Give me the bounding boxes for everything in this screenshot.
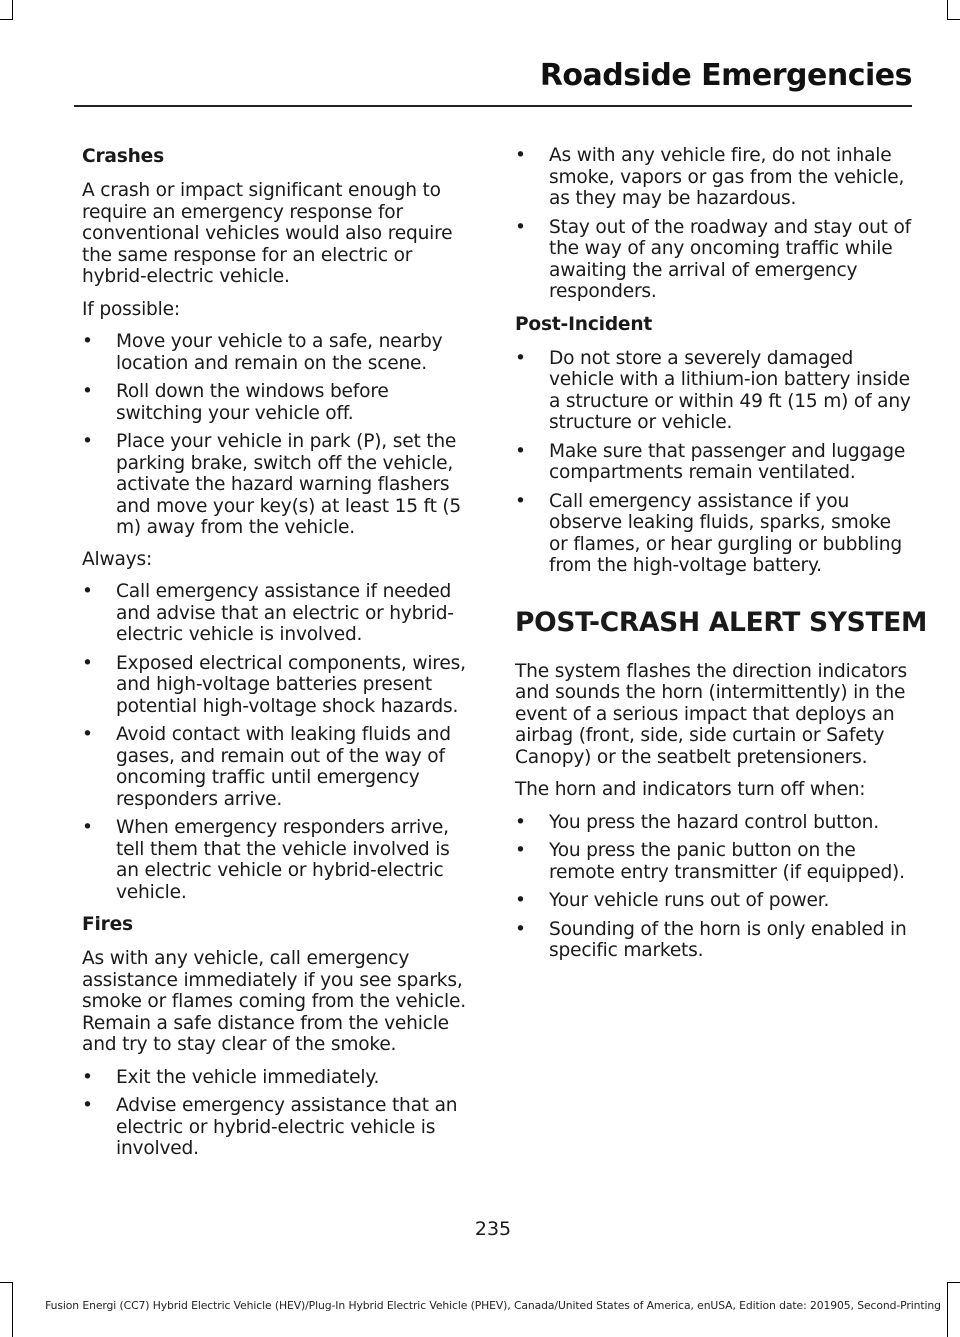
- list-item-text: Call emergency assistance if needed and advise that an electric or hybrid-electric vehicle is involved.: [116, 581, 454, 645]
- list-item-text: Exposed electrical components, wires, and high-voltage batteries present potential high-voltage shock hazards.: [116, 652, 466, 717]
- always-label: Always:: [82, 548, 153, 570]
- list-item: [515, 348, 911, 434]
- footer-edition-text: Fusion Energi (CC7) Hybrid Electric Vehicle (HEV)/Plug-In Hybrid Electric Vehicle (PHEV), Canada/United States of America, enUSA, Edition date: 201905, Second-Printing: [45, 1299, 941, 1312]
- bullet-icon: •: [515, 840, 526, 861]
- post-incident-list: [515, 348, 911, 577]
- bullet-icon: •: [515, 918, 526, 940]
- bullet-icon: •: [515, 440, 526, 462]
- list-item: [82, 381, 478, 424]
- bullet-icon: •: [82, 431, 93, 452]
- list-item-text: Sounding of the horn is only enabled in specific markets.: [549, 918, 907, 961]
- list-item: [82, 817, 478, 903]
- fires-heading: Fires: [82, 914, 133, 935]
- bullet-icon: •: [515, 811, 526, 833]
- list-item: [82, 724, 478, 810]
- bullet-icon: •: [515, 216, 526, 238]
- bullet-icon: •: [515, 145, 526, 166]
- crop-mark-top-left: [12, 0, 13, 20]
- crop-mark-bottom-left-h: [0, 1282, 13, 1283]
- bullet-icon: •: [82, 724, 93, 745]
- list-item-text: As with any vehicle fire, do not inhale smoke, vapors or gas from the vehicle, as they may be hazardous.: [549, 145, 905, 209]
- bullet-icon: •: [82, 652, 93, 674]
- bullet-icon: •: [82, 581, 93, 602]
- if-possible-label: If possible:: [82, 298, 180, 320]
- crop-mark-top-right: [947, 0, 948, 20]
- list-item-text: Stay out of the roadway and stay out of the way of any oncoming traffic while awaiting the arrival of emergency responders.: [549, 216, 912, 302]
- crashes-intro: A crash or impact significant enough to require an emergency response for conventional vehicles would also require the same response for an electric or hybrid-electric vehicle.: [82, 180, 453, 287]
- list-item: [515, 491, 911, 577]
- header-divider: [74, 105, 912, 107]
- turn-off-label: The horn and indicators turn off when:: [515, 779, 866, 800]
- bullet-icon: •: [82, 1066, 93, 1088]
- list-item: [82, 581, 478, 646]
- list-item-text: Place your vehicle in park (P), set the parking brake, switch off the vehicle, activate the hazard warning flashers and move your key(s) at least 15 ft (5 m) away from the vehicle.: [116, 431, 462, 538]
- list-item: [515, 441, 911, 484]
- bullet-icon: •: [82, 331, 93, 352]
- list-item-text: Move your vehicle to a safe, nearby location and remain on the scene.: [116, 331, 443, 374]
- list-item: [515, 890, 911, 912]
- crop-mark-bottom-right-h: [947, 1282, 960, 1283]
- page-number: 235: [474, 1218, 512, 1240]
- list-item-text: Avoid contact with leaking fluids and gases, and remain out of the way of oncoming traffic until emergency responders arrive.: [116, 724, 451, 810]
- list-item-text: Roll down the windows before switching your vehicle off.: [116, 381, 389, 424]
- crop-mark-top-right-h: [947, 19, 960, 20]
- list-item: [82, 653, 478, 718]
- list-item-text: When emergency responders arrive, tell them that the vehicle involved is an electric vehicle or hybrid-electric vehicle.: [116, 817, 450, 903]
- list-item-text: You press the panic button on the remote entry transmitter (if equipped).: [549, 840, 905, 883]
- left-column: [82, 145, 478, 1170]
- list-item-text: Do not store a severely damaged vehicle with a lithium-ion battery inside a structure or within 49 ft (15 m) of any structure or vehicle.: [549, 347, 911, 433]
- list-item: [515, 840, 911, 883]
- list-item: [515, 812, 911, 834]
- post-crash-alert-intro: The system flashes the direction indicators and sounds the horn (intermittently) in the event of a serious impact that deploys an airbag (front, side, side curtain or Safety Canopy) or the seatbelt pretensioners.: [515, 660, 907, 768]
- fires-intro: As with any vehicle, call emergency assistance immediately if you see sparks, smoke or flames coming from the vehicle. Remain a safe distance from the vehicle and try to stay clear of the smoke.: [82, 948, 466, 1055]
- list-item-text: Make sure that passenger and luggage compartments remain ventilated.: [549, 440, 906, 483]
- page-header-title: Roadside Emergencies: [539, 58, 912, 93]
- crop-mark-top-left-h: [0, 19, 13, 20]
- list-item: [515, 919, 911, 962]
- fires-continued-list: [515, 145, 911, 303]
- list-item-text: Exit the vehicle immediately.: [116, 1066, 380, 1088]
- list-item: [82, 431, 478, 539]
- list-item: [82, 1095, 478, 1160]
- list-item-text: Call emergency assistance if you observe leaking fluids, sparks, smoke or flames, or hear gurgling or bubbling from the high-voltage battery.: [549, 490, 902, 576]
- bullet-icon: •: [82, 381, 93, 402]
- list-item: [515, 145, 911, 210]
- right-column: [515, 145, 928, 972]
- bullet-icon: •: [82, 817, 93, 838]
- bullet-icon: •: [515, 347, 526, 369]
- always-list: [82, 581, 478, 903]
- bullet-icon: •: [82, 1095, 93, 1116]
- list-item: [515, 217, 911, 303]
- turn-off-list: [515, 812, 911, 962]
- list-item-text: Advise emergency assistance that an electric or hybrid-electric vehicle is involved.: [116, 1095, 458, 1159]
- list-item-text: You press the hazard control button.: [549, 811, 879, 833]
- bullet-icon: •: [515, 890, 526, 911]
- if-possible-list: [82, 331, 478, 539]
- fires-list: [82, 1067, 478, 1160]
- post-incident-heading: Post-Incident: [515, 313, 653, 335]
- crashes-heading: Crashes: [82, 146, 164, 167]
- list-item: [82, 1067, 478, 1089]
- list-item: [82, 331, 478, 374]
- bullet-icon: •: [515, 490, 526, 512]
- list-item-text: Your vehicle runs out of power.: [549, 890, 830, 911]
- post-crash-alert-heading: POST-CRASH ALERT SYSTEM: [515, 606, 928, 638]
